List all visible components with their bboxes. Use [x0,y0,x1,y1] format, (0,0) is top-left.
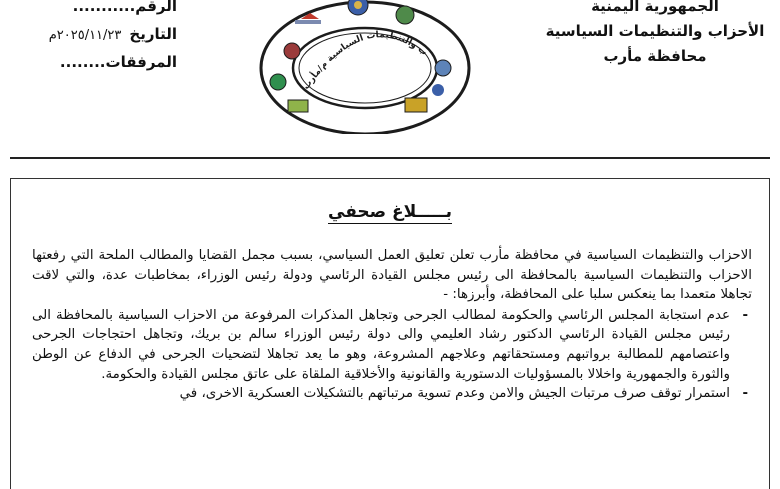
seal-text: ب والتنظيمات السياسية م/مأرب [301,30,429,92]
date-field [2,20,177,48]
organization-seal [255,0,475,134]
letterhead-left [2,0,177,76]
demand-item-2: - استمرار توقف صرف مرتبات الجيش والامن وعدم تسوية مرتباتهم بالتشكيلات العسكرية الاخرى، في [32,384,730,404]
header-divider [10,157,770,159]
statement-intro: الاحزاب والتنظيمات السياسية في محافظة مأرب تعلن تعليق العمل السياسي، بسبب مجمل القضايا والمطالب الملحة التي رفعتها الاحزاب والتنظيمات السياسية بالمحافظة الى رئيس مجلس القيادة الرئاسي ودولة رئيس الوزراء، بمخاطبات عدة، والتي لاقت تجاهلا متعمدا بما ينعكس سلبا على المحافظة، وأبرزها: - [32,248,752,303]
demands-list [32,306,752,404]
country-name: الجمهورية اليمنية [591,0,719,15]
governorate-name: محافظة مأرب [603,47,707,65]
attachments-field: المرفقات........ [59,53,177,71]
organization-name: الأحزاب والتنظيمات السياسية [545,22,765,40]
letterhead-right [540,0,770,69]
statement-title-text: بـــــلاغ صحفي [328,202,452,222]
demand-item-1: - عدم استجابة المجلس الرئاسي والحكومة لمطالب الجرحى وتجاهل المذكرات المرفوعة من الاحزاب السياسية بالمحافظة الى رئيس مجلس القيادة الرئاسي الدكتور رشاد العليمي والى دولة رئيس الوزراء سالم بن بريك، وتجاهل احتجاجات الجرحى واعتصامهم للمطالبة برواتبهم ومستحقاتهم وعلاجهم المشروعة، وهو ما يعد تجاهلا لتضحيات الجرحى في الدفاع عن الوطن والثورة والجمهورية واخلالا بالمسؤوليات الدستورية والقانونية والأخلاقية الملقاة على عاتق مجلس القيادة والحكومة. [32,306,730,384]
statement-body [32,246,752,404]
statement-title [0,202,780,222]
date-label: التاريخ [129,25,177,43]
reference-number-field: الرقم........... [72,0,177,15]
date-value: ٢٠٢٥/١١/٢٣م [48,28,122,43]
